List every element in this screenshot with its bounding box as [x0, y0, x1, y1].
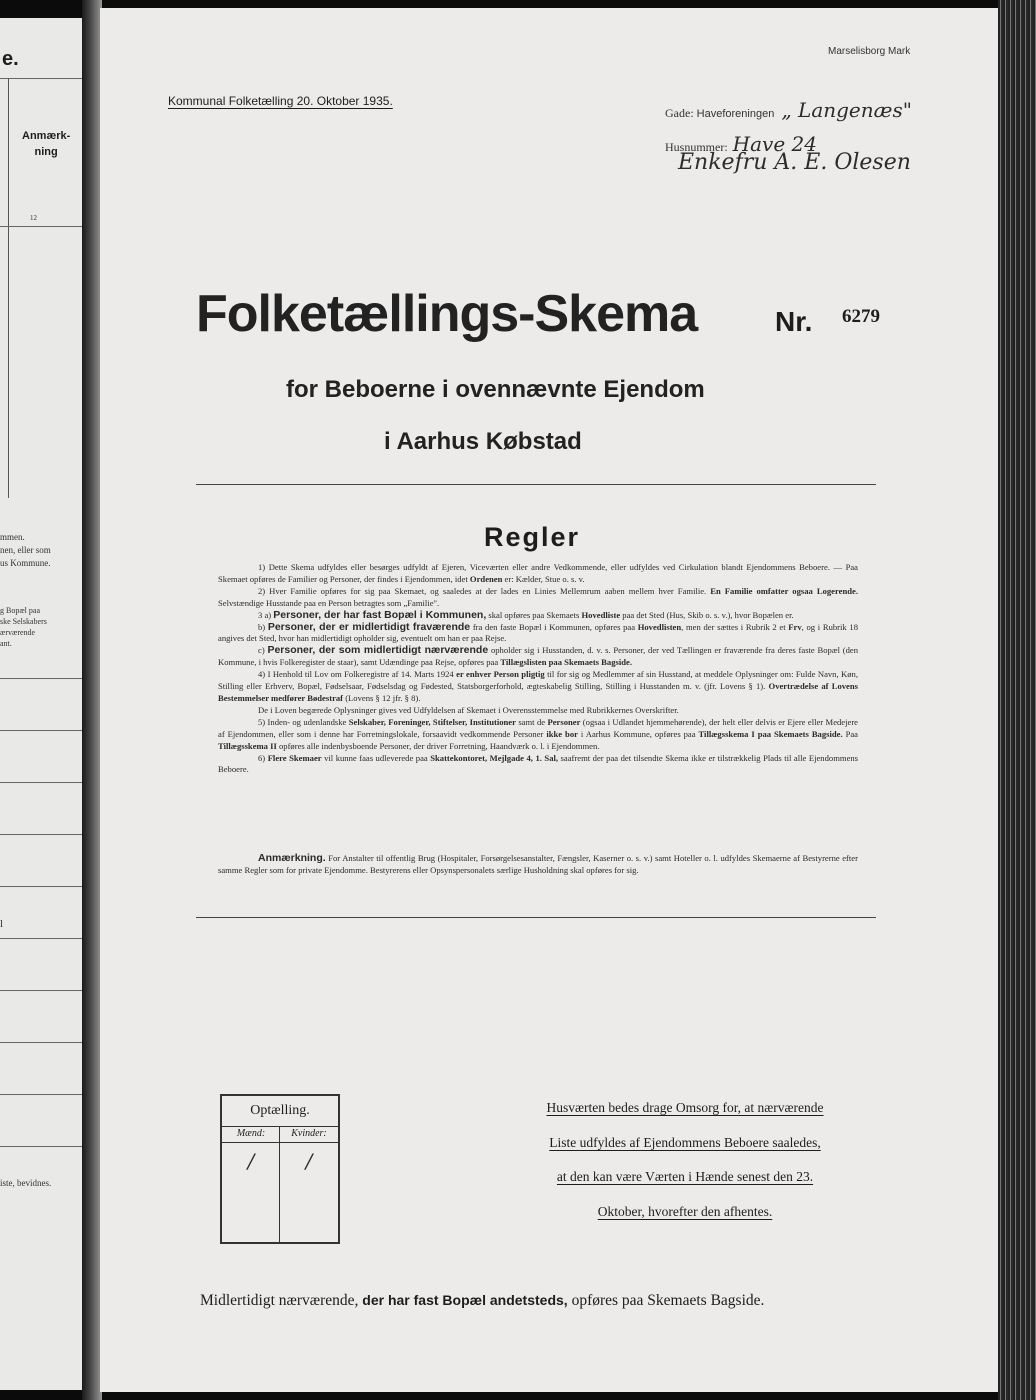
left-facing-page — [0, 18, 82, 1390]
left-page-rule — [0, 730, 82, 731]
left-page-rule — [0, 678, 82, 679]
rule-text-run: , og i Rubrik 18 angives det Sted, hvor han midlertidigt opholder sig, eventuelt om han er paa Rejse. — [218, 621, 858, 644]
notice-line: Husværten bedes drage Omsorg for, at nærværende — [546, 1100, 824, 1115]
rules-rule — [196, 917, 876, 918]
notice-line: at den kan være Værten i Hænde senest den 23. — [556, 1169, 814, 1184]
tally-men-label: Mænd: — [222, 1126, 280, 1143]
census-line: Kommunal Folketælling 20. Oktober 1935. — [168, 94, 393, 108]
street-printed: Haveforeningen — [696, 108, 775, 120]
rule-text-run: opføres alle indenbysboende Personer, der driver Forretning, Haandværk o. l. i Ejendommen. — [276, 740, 600, 751]
tally-title: Optælling. — [222, 1096, 338, 1127]
owner-handwritten: Enkefru A. E. Olesen — [678, 150, 911, 175]
rule-heading-run: Personer, der har fast Bopæl i Kommunen, — [273, 608, 487, 621]
number-label: Nr. — [775, 306, 813, 337]
notice-line: Oktober, hvorefter den afhentes. — [597, 1204, 773, 1219]
rule-bold-run: Hovedlisten — [637, 621, 682, 632]
rule-text-run: b) — [258, 621, 268, 632]
rule-text-run: skal opføres paa Skemaets — [486, 609, 582, 620]
tally-women-value: / — [305, 1149, 313, 1173]
rule-bold-run: Selskaber, Foreninger, Stiftelser, Institutioner — [348, 716, 516, 727]
rule-text-run: 1) Dette Skema udfyldes eller besørges udfyldt af Ejeren, Viceværten eller andre Vedkommende, eller udfyldes ved Cirkulation blandt Ejendommens Beboere. — Paa Skemaet opføres de Familier og Personer, der findes i Ejendommen, idet — [218, 562, 858, 584]
rules-body — [218, 562, 858, 776]
left-page-fragment: ærværende — [0, 628, 36, 637]
left-page-fragment: nen, eller som — [0, 545, 51, 555]
book-gutter — [82, 0, 102, 1400]
rule-text-run: , men der sættes i Rubrik 2 et — [681, 621, 789, 632]
rule-bold-run: Frv — [788, 621, 802, 632]
rule-text-run: er: Kælder, Stue o. s. v. — [502, 573, 585, 584]
rule-bold-run: Personer — [547, 716, 581, 727]
left-page-rule — [0, 886, 82, 887]
rule-text-run: samt de — [515, 716, 548, 727]
rule-bold-run: Tillægslisten paa Skemaets Bagside. — [500, 657, 632, 668]
rule-bold-run: En Familie omfatter ogsaa Logerende. — [710, 585, 858, 596]
district-label: Marselisborg Mark — [828, 46, 911, 57]
rule-text-run: fra den faste Bopæl i Kommunen, opføres paa — [470, 621, 638, 632]
rule-paragraph — [218, 645, 858, 669]
left-page-title-fragment: e. — [2, 48, 19, 70]
rule-text-run: 5) Inden- og udenlandske — [258, 716, 349, 727]
left-page-fragment: ske Selskabers — [0, 617, 47, 626]
rule-text-run: 3 a) — [258, 609, 274, 620]
left-page-rule — [0, 78, 82, 79]
rule-heading-run: Personer, der som midlertidigt nærværende — [267, 644, 489, 657]
rule-paragraph — [218, 717, 858, 753]
tally-men-column — [222, 1126, 280, 1242]
rule-bold-run: er enhver Person pligtig — [456, 669, 545, 680]
rule-text-run: saafremt der paa det tilsendte Skema ikke er tilstrækkelig Plads til alle Ejendommens Beboere. — [218, 752, 859, 775]
rule-text-run: Paa — [842, 728, 858, 739]
rule-text-run: i Aarhus Kommune, opføres paa — [577, 728, 699, 739]
street-handwritten: „ Langenæs" — [781, 98, 912, 122]
notice-line: Liste udfyldes af Ejendommens Beboere saaledes, — [549, 1135, 821, 1150]
note-paragraph — [218, 853, 858, 877]
rule-heading-run: Anmærkning. — [258, 852, 326, 864]
column-label-anmaerkning: Anmærk- ning — [22, 130, 71, 158]
tally-women-column — [280, 1126, 338, 1242]
tally-men-value: / — [247, 1149, 255, 1173]
book-page-edges — [998, 0, 1036, 1400]
rule-text-run: 6) — [258, 752, 268, 763]
left-page-rule — [0, 834, 82, 835]
rule-bold-run: Flere Skemaer — [267, 752, 322, 763]
footer-part-1: Midlertidigt nærværende, — [200, 1292, 359, 1309]
left-page-rule — [0, 938, 82, 939]
left-page-fragment: us Kommune. — [0, 558, 51, 568]
rules-note — [218, 853, 858, 877]
rule-text-run: For Anstalter til offentlig Brug (Hospitaler, Forsørgelsesanstalter, Fængsler, Kaserner o. s. v.) samt Hoteller o. l. udfyldes Skemaerne af Bestyrerne efter samme Regler som for private Ejendomme. Bestyrerens eller Opsynspersonalets særlige Husholdning skal opføres for sig. — [218, 853, 858, 875]
rule-bold-run: Tillægsskema I paa Skemaets Bagside. — [698, 728, 843, 739]
column-number: 12 — [30, 214, 37, 222]
form-number: 6279 — [842, 306, 880, 327]
rule-text-run: Selvstændige Husstande paa en Person betragtes som „Familie". — [218, 597, 440, 608]
left-page-fragment: g Bopæl paa — [0, 606, 40, 615]
rule-text-run: De i Loven begærede Oplysninger gives ved Udfyldelsen af Skemaet i Overensstemmelse med Rubrikkernes Overskrifter. — [258, 704, 679, 715]
left-page-rule — [0, 1146, 82, 1147]
left-page-fragment: iste, bevidnes. — [0, 1178, 52, 1188]
rule-bold-run: Overtrædelse af Lovens Bestemmelser medfører Bødestraf — [218, 681, 858, 703]
rule-bold-run: Skattekontoret, Mejlgade 4, 1. Sal, — [430, 752, 559, 763]
left-page-column-line — [8, 78, 9, 498]
rule-paragraph — [218, 562, 858, 586]
rule-bold-run: Tillægsskema II — [218, 740, 277, 751]
rule-paragraph — [218, 669, 858, 705]
left-page-rule — [0, 1042, 82, 1043]
house-label: Husnummer: — [665, 140, 728, 154]
rule-text-run: c) — [258, 645, 268, 656]
rule-text-run: til for sig og Medlemmer af sin Husstand, at meddele Oplysninger om: Fulde Navn, Køn, Stilling eller Erhverv, Bopæl, Fødselsaar, Fødselsdag og Fødested, Statsborgerforhold, ægteskabelig Stilling, Stilling i Husstanden m. v. (jfr. Lovens § 1). — [218, 669, 858, 692]
subtitle-line-2: i Aarhus Købstad — [384, 428, 582, 455]
rule-text-run: (Lovens § 12 jfr. § 8). — [343, 692, 421, 703]
left-page-rule — [0, 1094, 82, 1095]
rule-text-run: (ogsaa i Udlandet hjemmehørende), der helt eller delvis er Ejere eller Medejere af Ejendommen, eller som i denne har Forretningslokale, forsaavidt vedkommende Personer — [218, 716, 858, 739]
rules-heading: Regler — [484, 522, 581, 552]
form-title: Folketællings-Skema — [196, 285, 698, 343]
street-label: Gade: — [665, 106, 694, 120]
rule-bold-run: Ordenen — [469, 573, 503, 584]
rule-bold-run: Hovedliste — [581, 609, 621, 620]
rule-text-run: paa det Sted (Hus, Skib o. s. v.), hvor Bopælen er. — [620, 609, 794, 620]
street-line — [665, 98, 912, 122]
tally-box — [220, 1094, 340, 1244]
rule-text-run: opholder sig i Husstanden, d. v. s. Personer, der ved Tællingen er fraværende fra deres faste Bopæl (den Kommune, i hvis Folkeregister de staar), samt Udændinge paa Rejse, opføres paa — [218, 645, 859, 668]
rule-text-run: 4) I Henhold til Lov om Folkeregistre af 14. Marts 1924 — [258, 669, 457, 680]
rule-bold-run: ikke bor — [546, 728, 578, 739]
rule-paragraph — [218, 586, 858, 610]
rule-heading-run: Personer, der er midlertidigt fraværende — [267, 620, 471, 633]
left-page-fragment: l — [0, 918, 4, 930]
rule-paragraph — [218, 705, 858, 717]
rule-paragraph — [218, 753, 858, 777]
rule-paragraph — [218, 622, 858, 646]
census-form-page — [100, 8, 998, 1392]
left-page-rule — [0, 782, 82, 783]
footer-part-3: opføres paa Skemaets Bagside. — [571, 1292, 765, 1309]
tally-women-label: Kvinder: — [280, 1126, 338, 1143]
rule-text-run: vil kunne faas udleverede paa — [321, 752, 431, 763]
rule-text-run: 2) Hver Familie opføres for sig paa Skemaet, og saaledes at der lades en Linies Mellemrum aaben mellem hver Familie. — [258, 585, 711, 596]
title-rule — [196, 484, 876, 485]
left-page-fragment: mmen. — [0, 532, 25, 542]
left-page-rule — [0, 226, 82, 227]
left-page-fragment: ant. — [0, 639, 12, 648]
footer-line — [200, 1292, 764, 1310]
left-page-rule — [0, 990, 82, 991]
subtitle-line-1: for Beboerne i ovennævnte Ejendom — [286, 376, 705, 403]
house-handwritten: Have 24 — [732, 132, 817, 156]
footer-part-2: der har fast Bopæl andetsteds, — [362, 1292, 568, 1308]
